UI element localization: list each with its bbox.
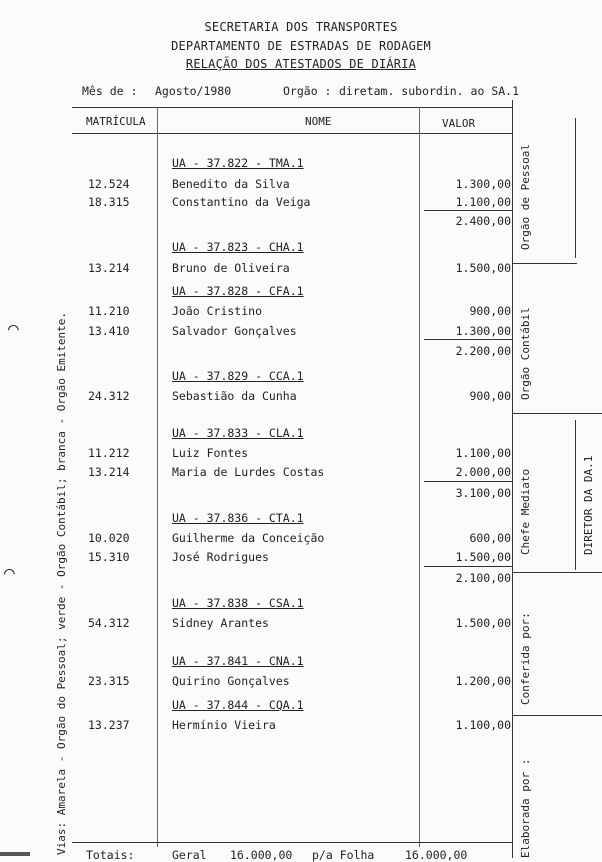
ua-heading: UA - 37.844 - CQA.1 (172, 698, 304, 712)
table-header-bottom-line (72, 133, 512, 134)
row-valor: 1.100,00 (455, 195, 511, 209)
row-nome: Guilherme da Conceição (172, 531, 325, 545)
side-diretor: DIRETOR DA DA.1 (582, 455, 595, 555)
row-valor: 1.300,00 (455, 324, 511, 338)
row-nome: Luiz Fontes (172, 446, 249, 460)
col-header-nome: NOME (305, 115, 332, 128)
footer-geral: Geral (172, 848, 207, 862)
orgao-label: Orgão : (283, 84, 332, 98)
header-departamento: DEPARTAMENTO DE ESTRADAS DE RODAGEM (171, 39, 431, 53)
col-header-matricula: MATRÍCULA (86, 115, 146, 128)
row-valor: 900,00 (469, 389, 511, 403)
side-chefe-mediato: Chefe Mediato (519, 468, 532, 555)
row-valor: 1.500,00 (455, 261, 511, 275)
subtotal-valor: 2.100,00 (455, 571, 511, 585)
row-matricula: 15.310 (88, 550, 130, 564)
ua-heading: UA - 37.841 - CNA.1 (172, 654, 304, 668)
row-matricula: 23.315 (88, 674, 130, 688)
ua-heading: UA - 37.836 - CTA.1 (172, 511, 304, 525)
row-nome: João Cristino (172, 304, 263, 318)
side-sep-3 (512, 572, 602, 573)
row-nome: Bruno de Oliveira (172, 261, 290, 275)
row-matricula: 11.212 (88, 446, 130, 460)
col-divider-2 (419, 107, 420, 847)
ua-heading: UA - 37.822 - TMA.1 (172, 156, 304, 170)
row-nome: Constantino da Veiga (172, 195, 311, 209)
header-secretaria: SECRETARIA DOS TRANSPORTES (204, 20, 398, 34)
footer-folha-valor: 16.000,00 (405, 848, 468, 862)
row-valor: 600,00 (469, 531, 511, 545)
col-divider-1 (157, 107, 158, 847)
footer-geral-valor: 16.000,00 (230, 848, 293, 862)
row-valor: 1.500,00 (455, 550, 511, 564)
scan-edge-mark (0, 852, 30, 856)
row-matricula: 13.410 (88, 324, 130, 338)
row-nome: Sidney Arantes (172, 616, 269, 630)
row-valor: 1.300,00 (455, 177, 511, 191)
scan-mark-icon: ⌒ (8, 318, 19, 339)
scan-mark-icon: ⌒ (4, 562, 15, 583)
row-matricula: 18.315 (88, 195, 130, 209)
subtotal-line (424, 481, 512, 482)
col-divider-3 (512, 100, 513, 858)
row-valor: 1.200,00 (455, 674, 511, 688)
row-nome: Sebastião da Cunha (172, 389, 297, 403)
row-nome: Salvador Gonçalves (172, 324, 297, 338)
row-nome: Maria de Lurdes Costas (172, 465, 325, 479)
row-nome: Quirino Gonçalves (172, 674, 290, 688)
footer-folha: p/a Folha (312, 848, 375, 862)
side-sep-2 (512, 413, 602, 414)
row-matricula: 13.214 (88, 261, 130, 275)
row-nome: Hermínio Vieira (172, 718, 276, 732)
side-col-divider (575, 118, 576, 258)
ua-heading: UA - 37.828 - CFA.1 (172, 284, 304, 298)
row-valor: 2.000,00 (455, 465, 511, 479)
footer-totais: Totais: (86, 848, 135, 862)
side-elaborada: Elaborada por : (519, 758, 532, 858)
subtotal-line (424, 566, 512, 567)
row-valor: 1.500,00 (455, 616, 511, 630)
orgao-value: diretam. subordin. ao SA.1 (339, 84, 520, 98)
ua-heading: UA - 37.829 - CCA.1 (172, 369, 304, 383)
row-matricula: 11.210 (88, 304, 130, 318)
row-matricula: 10.020 (88, 531, 130, 545)
ua-heading: UA - 37.833 - CLA.1 (172, 426, 304, 440)
row-valor: 1.100,00 (455, 718, 511, 732)
side-conferida: Conferida por: (519, 612, 532, 705)
row-nome: José Rodrigues (172, 550, 269, 564)
side-col-divider-2 (575, 420, 576, 570)
side-orgao-contabil: Orgão Contábil (519, 307, 532, 400)
subtotal-valor: 2.200,00 (455, 344, 511, 358)
month-label: Mês de : (82, 84, 138, 98)
left-margin-vias: Vias: Amarela - Orgão do Pessoal; verde - Orgão Contábil; branca - Orgão Emitente. (55, 311, 68, 855)
subtotal-line (424, 210, 512, 211)
row-matricula: 24.312 (88, 389, 130, 403)
table-top-line (72, 107, 512, 108)
col-header-valor: VALOR (442, 117, 476, 130)
row-matricula: 12.524 (88, 177, 130, 191)
row-matricula: 54.312 (88, 616, 130, 630)
row-matricula: 13.237 (88, 718, 130, 732)
side-orgao-pessoal: Orgão de Pessoal (519, 144, 532, 250)
side-sep-1 (512, 263, 577, 264)
side-sep-4 (512, 715, 602, 716)
row-nome: Benedito da Silva (172, 177, 290, 191)
subtotal-valor: 2.400,00 (455, 214, 511, 228)
subtotal-valor: 3.100,00 (455, 486, 511, 500)
subtotal-line (424, 339, 512, 340)
row-valor: 900,00 (469, 304, 511, 318)
ua-heading: UA - 37.823 - CHA.1 (172, 240, 304, 254)
ua-heading: UA - 37.838 - CSA.1 (172, 596, 304, 610)
row-matricula: 13.214 (88, 465, 130, 479)
footer-line (72, 842, 512, 843)
header-relacao: RELAÇÃO DOS ATESTADOS DE DIÁRIA (185, 57, 417, 71)
month-value: Agosto/1980 (155, 84, 232, 98)
row-valor: 1.100,00 (455, 446, 511, 460)
